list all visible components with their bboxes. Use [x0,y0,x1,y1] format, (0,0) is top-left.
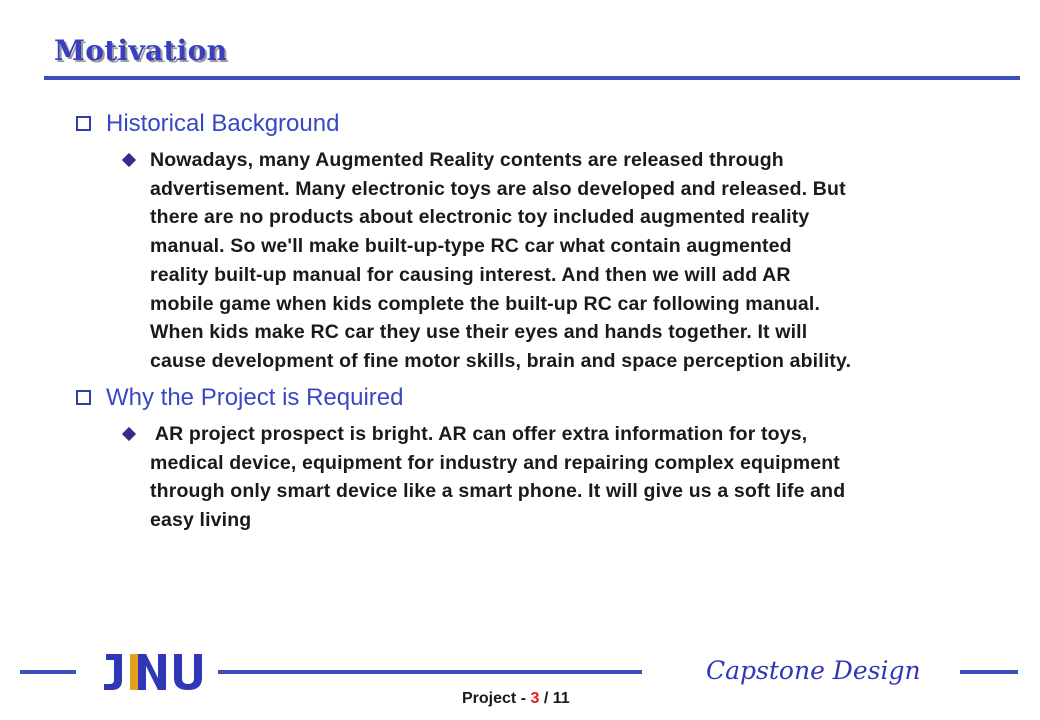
bullet-line: advertisement. Many electronic toys are also developed and released. But [150,177,846,200]
bullet-line: AR project prospect is bright. AR can offer extra information for toys, [150,423,808,445]
diamond-bullet-icon [122,427,136,441]
diamond-bullet-icon [122,153,136,167]
title-divider [44,76,1020,80]
page-total: 11 [552,690,570,707]
bullet-line: there are no products about electronic toy included augmented reality [150,206,810,229]
section-header [76,110,1010,138]
footer-rule-left [20,670,76,674]
bullet-paragraph [150,420,1010,535]
bullet-line: cause development of fine motor skills, brain and space perception ability. [150,349,852,372]
page-indicator [462,690,570,708]
page-separator: / [539,690,553,707]
checkbox-bullet-icon [76,116,92,132]
bullet-line: manual. So we'll make built-up-type RC car what contain augmented [150,235,792,258]
course-brand: Capstone Design [706,656,921,685]
section-historical-background [76,110,1010,376]
bullet-item [120,420,1010,535]
bullet-item [120,146,1010,376]
jnu-logo [100,650,210,694]
page-current: 3 [530,690,540,707]
bullet-line: reality built-up manual for causing interest. And then we will add AR [150,263,791,286]
bullet-line: through only smart device like a smart phone. It will give us a soft life and [150,480,846,503]
bullet-line: medical device, equipment for industry and repairing complex equipment [150,451,840,474]
page-prefix: Project - [462,690,531,707]
bullet-line: mobile game when kids complete the built-up RC car following manual. [150,292,821,315]
bullet-line: When kids make RC car they use their eyes and hands together. It will [150,321,808,344]
section-header [76,384,1010,412]
bullet-line: easy living [150,509,252,532]
bullet-paragraph [150,146,1010,376]
checkbox-bullet-icon [76,390,92,406]
section-why-required [76,384,1010,535]
slide-title: Motivation [54,34,228,67]
footer-rule-right [960,670,1018,674]
bullet-line: Nowadays, many Augmented Reality contents are released through [150,149,784,171]
footer-rule-middle [218,670,642,674]
section-heading: Why the Project is Required [106,384,404,411]
section-heading: Historical Background [106,110,340,137]
